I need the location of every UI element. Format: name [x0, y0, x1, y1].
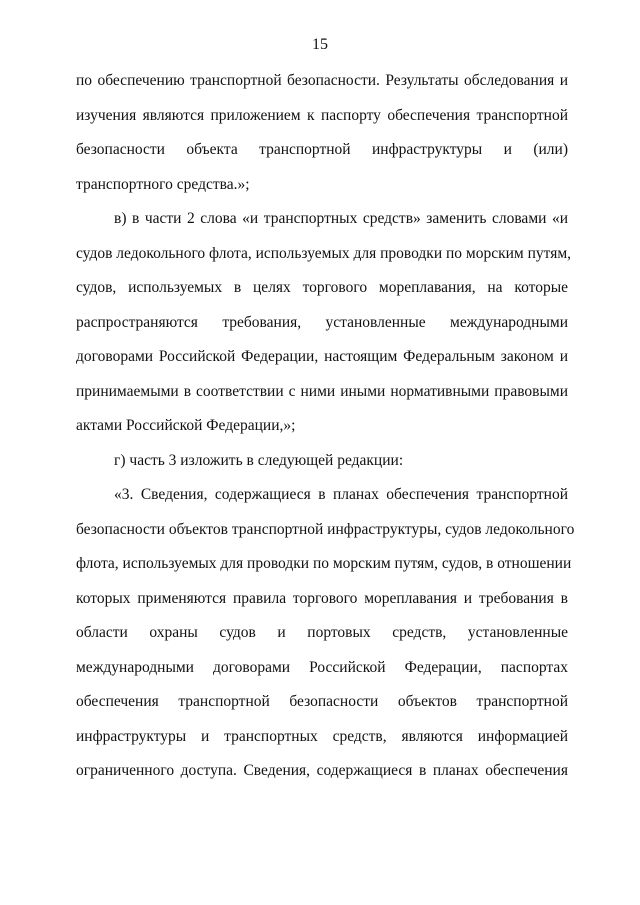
text-line: ограниченного доступа. Сведения, содержащиеся в планах обеспечения [76, 762, 568, 779]
page-number: 15 [312, 36, 328, 53]
text-line: «3. Сведения, содержащиеся в планах обеспечения транспортной [114, 486, 568, 503]
text-line: в) в части 2 слова «и транспортных средств» заменить словами «и [114, 210, 568, 227]
text-line: актами Российской Федерации,»; [76, 417, 296, 434]
text-line: инфраструктуры и транспортных средств, являются информацией [76, 727, 568, 745]
text-line: судов ледокольного флота, используемых для проводки по морским путям, [76, 244, 572, 262]
text-line: изучения являются приложением к паспорту обеспечения транспортной [76, 106, 568, 124]
text-line: принимаемыми в соответствии с ними иными нормативными правовыми [76, 382, 568, 400]
text-line: распространяются требования, установленные международными [76, 313, 568, 331]
text-line: области охраны судов и портовых средств, установленные [76, 624, 568, 641]
text-line: безопасности объекта транспортной инфраструктуры и (или) [76, 141, 568, 158]
text-line: обеспечения транспортной безопасности объектов транспортной [76, 693, 568, 710]
text-line: договорами Российской Федерации, настоящим Федеральным законом и [76, 348, 568, 365]
document-body [76, 64, 575, 789]
text-line: транспортного средства.»; [76, 175, 250, 193]
text-line: безопасности объектов транспортной инфраструктуры, судов ледокольного [76, 520, 575, 538]
text-line: международными договорами Российской Федерации, паспортах [76, 658, 568, 676]
text-line: г) часть 3 изложить в следующей редакции: [114, 451, 404, 469]
text-line: судов, используемых в целях торгового мореплавания, на которые [76, 279, 568, 296]
text-line: по обеспечению транспортной безопасности. Результаты обследования и [76, 72, 568, 89]
text-line: флота, используемых для проводки по морским путям, судов, в отношении [76, 555, 572, 572]
text-line: которых применяются правила торгового мореплавания и требования в [76, 589, 568, 607]
